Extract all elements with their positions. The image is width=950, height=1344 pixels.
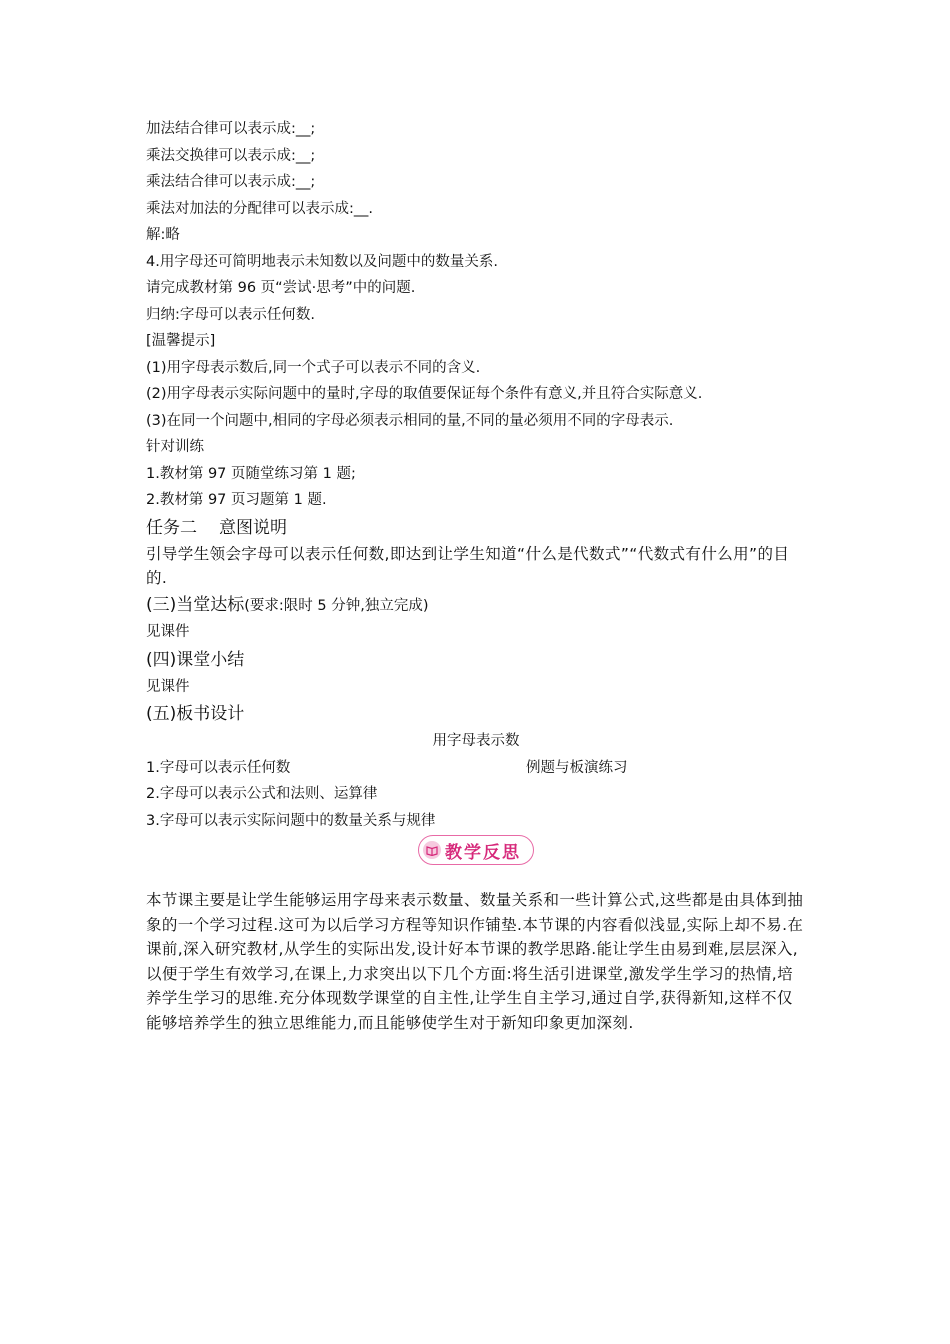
board-item-1: 1.字母可以表示任何数 <box>146 759 291 776</box>
board-item-2: 2.字母可以表示公式和法则、运算律 <box>146 786 378 802</box>
reflection-badge-label: 教学反思 <box>445 842 521 863</box>
board-item-3: 3.字母可以表示实际问题中的数量关系与规律 <box>146 812 436 829</box>
task2-heading <box>146 514 806 542</box>
text-line: (2)用字母表示实际问题中的量时,字母的取值要保证每个条件有意义,并且符合实际意义. <box>146 386 703 402</box>
text-line: 解:略 <box>146 227 180 243</box>
section-3-note: (要求:限时 5 分钟,独立完成) <box>244 597 429 614</box>
board-item-1-right: 例题与板演练习 <box>526 759 628 776</box>
book-icon <box>423 841 441 859</box>
text-line: 针对训练 <box>146 439 204 455</box>
text-line: 4.用字母还可简明地表示未知数以及问题中的数量关系. <box>146 253 498 270</box>
reflection-badge-wrap <box>146 834 806 874</box>
section-3-body: 见课件 <box>146 624 190 640</box>
reflection-text: 本节课主要是让学生能够运用字母来表示数量、数量关系和一些计算公式,这些都是由具体到抽象的一个学习过程.这可为以后学习方程等知识作铺垫.本节课的内容看似浅显,实际上却不易.在课前,深入研究教材,从学生的实际出发,设计好本节课的教学思路.能让学生由易到难,层层深入,以便于学生有效学习,在课上,力求突出以下几个方面:将生活引进课堂,激发学生学习的热情,培养学生学习的思维.充分体现数学课堂的自主性,让学生自主学习,通过自学,获得新知,这样不仅能够培养学生的独立思维能力,而且能够使学生对于新知印象更加深刻. <box>146 891 804 1032</box>
task2-title: 意图说明 <box>219 517 287 538</box>
text-line: 请完成教材第 96 页“尝试·思考”中的问题. <box>146 280 416 296</box>
section-4-body: 见课件 <box>146 678 190 695</box>
text-line: 乘法对加法的分配律可以表示成:__. <box>146 200 373 217</box>
board-row-1 <box>146 755 806 782</box>
text-line: 1.教材第 97 页随堂练习第 1 题; <box>146 465 356 482</box>
text-line: [温馨提示] <box>146 333 216 349</box>
section-3-heading <box>146 591 806 620</box>
text-line: 乘法结合律可以表示成:__; <box>146 174 316 190</box>
reflection-badge <box>418 835 534 865</box>
text-line: (1)用字母表示数后,同一个式子可以表示不同的含义. <box>146 359 481 376</box>
text-line: (3)在同一个问题中,相同的字母必须表示相同的量,不同的量必须用不同的字母表示. <box>146 412 674 429</box>
section-3-title: (三)当堂达标 <box>146 594 245 615</box>
text-line: 乘法交换律可以表示成:__; <box>146 147 316 164</box>
board-title: 用字母表示数 <box>432 733 520 749</box>
section-5-title: (五)板书设计 <box>146 704 245 724</box>
text-line: 2.教材第 97 页习题第 1 题. <box>146 492 327 508</box>
section-4-title: (四)课堂小结 <box>146 649 245 670</box>
task2-text: 引导学生领会字母可以表示任何数,即达到让学生知道“什么是代数式”“代数式有什么用”的目的. <box>146 544 790 587</box>
document-content <box>146 116 806 1035</box>
text-line: 归纳:字母可以表示任何数. <box>146 306 315 323</box>
task2-label: 任务二 <box>146 517 197 538</box>
text-line: 加法结合律可以表示成:__; <box>146 121 316 137</box>
